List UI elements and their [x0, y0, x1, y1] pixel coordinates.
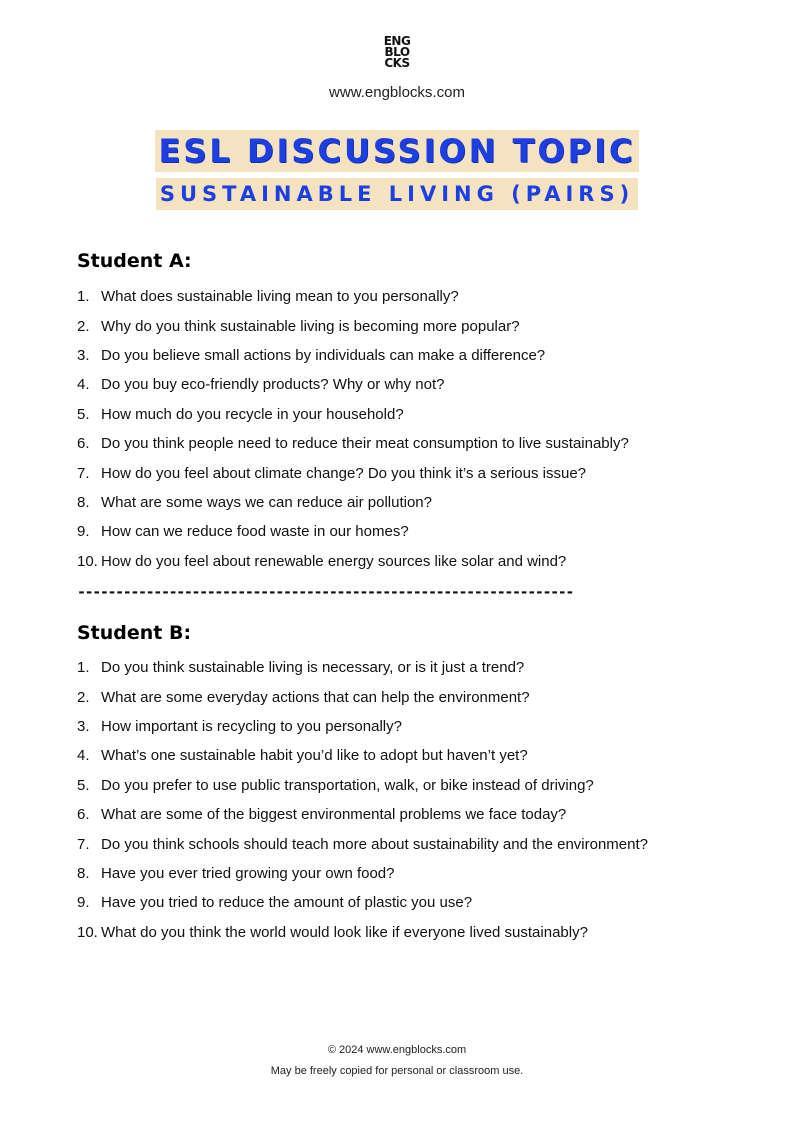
question-text: Do you think sustainable living is necessary, or is it just a trend?: [101, 659, 525, 677]
question-number: 6.: [77, 806, 90, 824]
list-item: [77, 741, 737, 770]
question-text: How important is recycling to you personally?: [101, 717, 402, 735]
list-item: [77, 888, 737, 917]
question-text: How much do you recycle in your household?: [101, 405, 404, 423]
question-number: 1.: [77, 659, 90, 677]
list-item: [77, 341, 737, 370]
list-item: [77, 517, 737, 546]
list-item: [77, 712, 737, 741]
list-item: [77, 547, 737, 576]
question-text: What are some of the biggest environmental problems we face today?: [101, 806, 567, 824]
question-text: Do you think schools should teach more about sustainability and the environment?: [101, 835, 648, 853]
list-item: [77, 458, 737, 487]
question-text: Why do you think sustainable living is becoming more popular?: [101, 317, 520, 335]
question-number: 3.: [77, 717, 90, 735]
list-item: [77, 311, 737, 340]
question-text: Do you prefer to use public transportation, walk, or bike instead of driving?: [101, 776, 594, 794]
list-item: [77, 370, 737, 399]
question-number: 2.: [77, 688, 90, 706]
page-title: ESL DISCUSSION TOPIC: [155, 130, 640, 172]
title-block: [0, 130, 794, 172]
question-number: 9.: [77, 894, 90, 912]
list-item: [77, 429, 737, 458]
question-text: Do you think people need to reduce their meat consumption to live sustainably?: [101, 435, 629, 453]
question-number: 7.: [77, 835, 90, 853]
list-item: [77, 400, 737, 429]
page-subtitle: SUSTAINABLE LIVING (PAIRS): [156, 178, 638, 210]
question-text: How do you feel about climate change? Do you think it’s a serious issue?: [101, 464, 587, 482]
list-item: [77, 488, 737, 517]
footer-note: May be freely copied for personal or classroom use.: [270, 1065, 524, 1077]
list-item: [77, 859, 737, 888]
list-item: [77, 282, 737, 311]
question-text: How do you feel about renewable energy sources like solar and wind?: [101, 552, 567, 570]
logo-line-1: ENG: [383, 34, 411, 48]
student-a-question-list: [77, 282, 737, 576]
question-text: What does sustainable living mean to you personally?: [101, 288, 459, 306]
question-number: 7.: [77, 464, 90, 482]
question-text: Do you buy eco-friendly products? Why or why not?: [101, 376, 445, 394]
question-number: 2.: [77, 317, 90, 335]
engblocks-logo: [0, 36, 794, 72]
section-divider: -----------------------------------------------------------------: [77, 583, 573, 601]
list-item: [77, 653, 737, 682]
site-url: www.engblocks.com: [329, 84, 465, 101]
question-text: Have you ever tried growing your own food?: [101, 864, 395, 882]
question-text: Do you believe small actions by individuals can make a difference?: [101, 346, 546, 364]
footer-copyright: © 2024 www.engblocks.com: [327, 1044, 467, 1056]
logo-line-2: BLO: [384, 45, 410, 59]
question-text: What are some ways we can reduce air pollution?: [101, 493, 432, 511]
question-number: 10.: [77, 923, 98, 941]
question-number: 8.: [77, 493, 90, 511]
logo-line-3: CKS: [384, 56, 410, 70]
question-number: 9.: [77, 523, 90, 541]
student-b-heading: Student B:: [77, 622, 192, 644]
question-number: 6.: [77, 435, 90, 453]
question-number: 4.: [77, 747, 90, 765]
list-item: [77, 918, 737, 947]
question-number: 1.: [77, 288, 90, 306]
question-text: What are some everyday actions that can help the environment?: [101, 688, 530, 706]
question-number: 4.: [77, 376, 90, 394]
list-item: [77, 800, 737, 829]
question-number: 5.: [77, 405, 90, 423]
list-item: [77, 682, 737, 711]
logo-mark: [384, 36, 411, 69]
question-number: 5.: [77, 776, 90, 794]
student-a-heading: Student A:: [77, 250, 192, 272]
question-number: 3.: [77, 346, 90, 364]
subtitle-block: [0, 178, 794, 210]
question-text: What’s one sustainable habit you’d like to adopt but haven’t yet?: [101, 747, 528, 765]
list-item: [77, 829, 737, 858]
question-text: What do you think the world would look like if everyone lived sustainably?: [101, 923, 588, 941]
question-number: 8.: [77, 864, 90, 882]
question-number: 10.: [77, 552, 98, 570]
question-text: How can we reduce food waste in our homes?: [101, 523, 409, 541]
question-text: Have you tried to reduce the amount of plastic you use?: [101, 894, 473, 912]
student-b-question-list: [77, 653, 737, 947]
list-item: [77, 771, 737, 800]
